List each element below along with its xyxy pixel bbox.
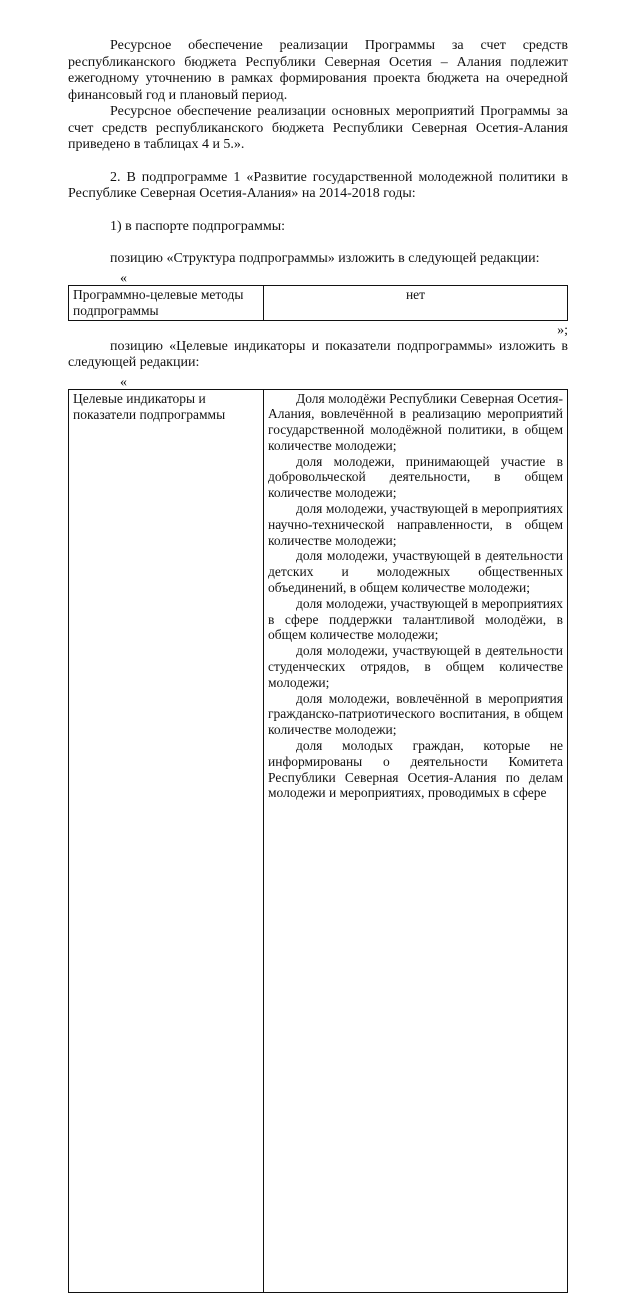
paragraph-indicators-position: позицию «Целевые индикаторы и показатели подпрограммы» изложить в следующей редакции: — [68, 338, 568, 370]
structure-table — [68, 285, 568, 321]
opening-quote-1: « — [120, 270, 127, 286]
paragraph-passport: 1) в паспорте подпрограммы: — [110, 218, 286, 234]
indicators-table — [68, 389, 568, 1293]
indicator-item: доля молодежи, участвующей в деятельности студенческих отрядов, в общем количестве молодежи; — [268, 643, 563, 690]
indicator-item: доля молодежи, участвующей в мероприятиях в сфере поддержки талантливой молодёжи, в общем количестве молодежи; — [268, 595, 563, 643]
indicator-item: доля молодежи, участвующей в деятельности детских и молодежных общественных объединений, в общем количестве молодежи; — [268, 548, 563, 596]
document-page — [68, 38, 568, 1293]
indicators-label-cell: Целевые индикаторы и показатели подпрограммы — [69, 389, 264, 1292]
indicator-item: Доля молодёжи Республики Северная Осетия-Алания, вовлечённой в реализацию мероприятий государственной молодёжной политики, в общем количестве молодежи; — [268, 390, 563, 453]
paragraph-resource-activities: Ресурсное обеспечение реализации основных мероприятий Программы за счет средств республиканского бюджета Республики Северная Осетия-Алания приведено в таблицах 4 и 5.». — [68, 104, 568, 152]
table-row — [69, 285, 568, 320]
indicator-item: доля молодежи, участвующей в мероприятиях научно-технической направленности, в общем количестве молодежи; — [268, 501, 563, 548]
table-label-cell: Программно-целевые методы подпрограммы — [69, 285, 264, 320]
paragraph-subprogram-1: 2. В подпрограмме 1 «Развитие государственной молодежной политики в Республике Северная Осетия-Алания» на 2014-2018 годы: — [68, 169, 568, 201]
paragraph-structure-position: позицию «Структура подпрограммы» изложить в следующей редакции: — [110, 251, 540, 266]
table-row — [69, 389, 568, 1292]
paragraph-resource-budget: Ресурсное обеспечение реализации Программы за счет средств республиканского бюджета Республики Северная Осетия – Алания подлежит ежегодному уточнению в рамках формирования проекта бюджета на очередной финансовый год и плановый период. — [68, 38, 568, 103]
table-value-cell: нет — [264, 285, 568, 320]
opening-quote-2: « — [120, 374, 127, 390]
indicator-item: доля молодежи, вовлечённой в мероприятия гражданско-патриотического воспитания, в общем количестве молодежи; — [268, 690, 563, 738]
indicator-item: доля молодежи, принимающей участие в добровольческой деятельности, в общем количестве молодежи; — [268, 453, 563, 501]
indicators-list-cell — [264, 389, 568, 1292]
indicator-item: доля молодых граждан, которые не информированы о деятельности Комитета Республики Северная Осетия-Алания по делам молодежи и мероприятиях, проводимых в сфере — [268, 738, 563, 801]
closing-quote-1: »; — [557, 322, 568, 338]
